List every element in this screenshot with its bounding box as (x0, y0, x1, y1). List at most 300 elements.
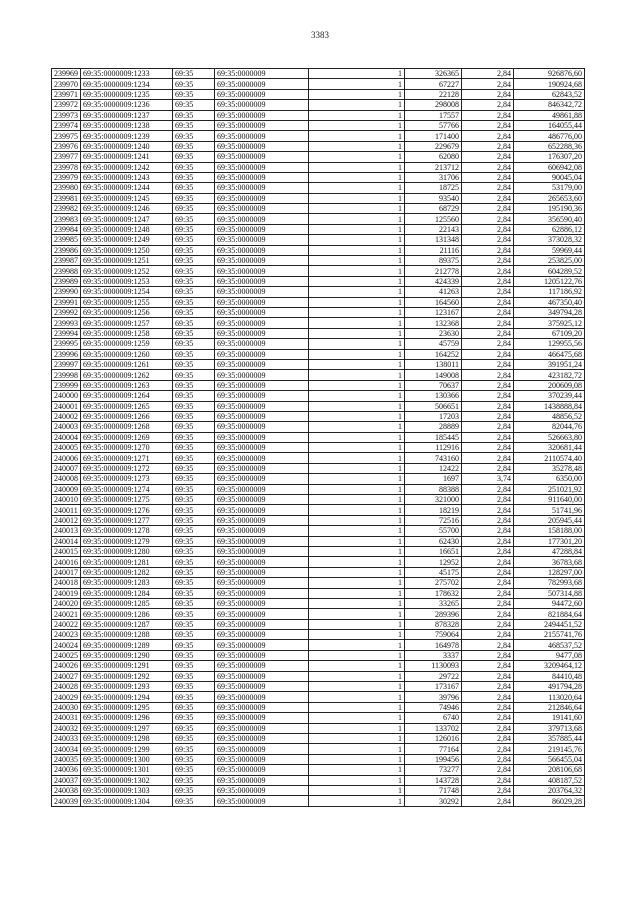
cadastral-quarter-cell: 69:35:0000009 (215, 110, 309, 120)
cadastral-quarter-cell: 69:35:0000009 (215, 796, 309, 806)
district-code-cell: 69:35 (173, 619, 215, 629)
area-cell: 143728 (405, 775, 462, 785)
cadastral-value-cell: 158188,00 (514, 526, 585, 536)
row-number-cell: 239989 (52, 276, 81, 286)
area-cell: 74946 (405, 702, 462, 712)
area-cell: 743160 (405, 453, 462, 463)
rate-cell: 2,84 (462, 422, 514, 432)
district-code-cell: 69:35 (173, 328, 215, 338)
area-cell: 73277 (405, 765, 462, 775)
cadastral-quarter-cell: 69:35:0000009 (215, 245, 309, 255)
table-row (52, 141, 585, 151)
count-cell: 1 (309, 640, 405, 650)
cadastral-value-cell: 349794,28 (514, 307, 585, 317)
row-number-cell: 239993 (52, 318, 81, 328)
rate-cell: 2,84 (462, 141, 514, 151)
table-row (52, 401, 585, 411)
count-cell: 1 (309, 702, 405, 712)
rate-cell: 2,84 (462, 546, 514, 556)
cadastral-quarter-cell: 69:35:0000009 (215, 692, 309, 702)
count-cell: 1 (309, 474, 405, 484)
cadastral-value-cell: 208106,68 (514, 765, 585, 775)
cadastral-number-cell: 69:35:0000009:1300 (81, 754, 173, 764)
cadastral-number-cell: 69:35:0000009:1293 (81, 682, 173, 692)
row-number-cell: 239982 (52, 204, 81, 214)
row-number-cell: 239974 (52, 120, 81, 130)
cadastral-number-cell: 69:35:0000009:1298 (81, 734, 173, 744)
rate-cell: 2,84 (462, 515, 514, 525)
cadastral-value-cell: 113020,64 (514, 692, 585, 702)
row-number-cell: 239995 (52, 339, 81, 349)
table-row (52, 172, 585, 182)
area-cell: 23630 (405, 328, 462, 338)
district-code-cell: 69:35 (173, 546, 215, 556)
district-code-cell: 69:35 (173, 110, 215, 120)
row-number-cell: 239973 (52, 110, 81, 120)
count-cell: 1 (309, 256, 405, 266)
cadastral-quarter-cell: 69:35:0000009 (215, 609, 309, 619)
cadastral-value-cell: 6350,00 (514, 474, 585, 484)
table-row (52, 484, 585, 494)
rate-cell: 2,84 (462, 640, 514, 650)
row-number-cell: 240006 (52, 453, 81, 463)
area-cell: 71748 (405, 785, 462, 795)
cadastral-number-cell: 69:35:0000009:1274 (81, 484, 173, 494)
area-cell: 12422 (405, 463, 462, 473)
cadastral-quarter-cell: 69:35:0000009 (215, 391, 309, 401)
count-cell: 1 (309, 619, 405, 629)
rate-cell: 3,74 (462, 474, 514, 484)
district-code-cell: 69:35 (173, 682, 215, 692)
count-cell: 1 (309, 411, 405, 421)
table-row (52, 453, 585, 463)
cadastral-number-cell: 69:35:0000009:1240 (81, 141, 173, 151)
row-number-cell: 240013 (52, 526, 81, 536)
cadastral-quarter-cell: 69:35:0000009 (215, 411, 309, 421)
row-number-cell: 239976 (52, 141, 81, 151)
count-cell: 1 (309, 141, 405, 151)
row-number-cell: 240031 (52, 713, 81, 723)
count-cell: 1 (309, 359, 405, 369)
cadastral-quarter-cell: 69:35:0000009 (215, 744, 309, 754)
rate-cell: 2,84 (462, 557, 514, 567)
count-cell: 1 (309, 567, 405, 577)
table-row (52, 650, 585, 660)
district-code-cell: 69:35 (173, 713, 215, 723)
district-code-cell: 69:35 (173, 141, 215, 151)
cadastral-quarter-cell: 69:35:0000009 (215, 297, 309, 307)
cadastral-value-cell: 51741,96 (514, 505, 585, 515)
cadastral-number-cell: 69:35:0000009:1239 (81, 131, 173, 141)
row-number-cell: 239975 (52, 131, 81, 141)
count-cell: 1 (309, 204, 405, 214)
cadastral-quarter-cell: 69:35:0000009 (215, 775, 309, 785)
district-code-cell: 69:35 (173, 183, 215, 193)
row-number-cell: 240012 (52, 515, 81, 525)
cadastral-quarter-cell: 69:35:0000009 (215, 318, 309, 328)
area-cell: 878328 (405, 619, 462, 629)
cadastral-value-cell: 62886,12 (514, 224, 585, 234)
rate-cell: 2,84 (462, 110, 514, 120)
cadastral-number-cell: 69:35:0000009:1282 (81, 567, 173, 577)
count-cell: 1 (309, 79, 405, 89)
cadastral-quarter-cell: 69:35:0000009 (215, 359, 309, 369)
table-row (52, 69, 585, 79)
area-cell: 68729 (405, 204, 462, 214)
rate-cell: 2,84 (462, 401, 514, 411)
count-cell: 1 (309, 682, 405, 692)
rate-cell: 2,84 (462, 765, 514, 775)
area-cell: 88388 (405, 484, 462, 494)
cadastral-quarter-cell: 69:35:0000009 (215, 69, 309, 79)
row-number-cell: 239970 (52, 79, 81, 89)
row-number-cell: 240018 (52, 578, 81, 588)
district-code-cell: 69:35 (173, 276, 215, 286)
row-number-cell: 239971 (52, 89, 81, 99)
row-number-cell: 240011 (52, 505, 81, 515)
row-number-cell: 239991 (52, 297, 81, 307)
cadastral-quarter-cell: 69:35:0000009 (215, 162, 309, 172)
table-row (52, 380, 585, 390)
table-row (52, 183, 585, 193)
cadastral-value-cell: 911640,00 (514, 495, 585, 505)
table-row (52, 567, 585, 577)
cadastral-quarter-cell: 69:35:0000009 (215, 484, 309, 494)
rate-cell: 2,84 (462, 453, 514, 463)
table-row (52, 775, 585, 785)
row-number-cell: 239988 (52, 266, 81, 276)
rate-cell: 2,84 (462, 100, 514, 110)
count-cell: 1 (309, 110, 405, 120)
table-row (52, 443, 585, 453)
rate-cell: 2,84 (462, 505, 514, 515)
count-cell: 1 (309, 401, 405, 411)
row-number-cell: 239985 (52, 235, 81, 245)
cadastral-value-cell: 782993,68 (514, 578, 585, 588)
rate-cell: 2,84 (462, 598, 514, 608)
district-code-cell: 69:35 (173, 401, 215, 411)
count-cell: 1 (309, 183, 405, 193)
rate-cell: 2,84 (462, 578, 514, 588)
table-row (52, 235, 585, 245)
cadastral-number-cell: 69:35:0000009:1254 (81, 287, 173, 297)
cadastral-value-cell: 606942,08 (514, 162, 585, 172)
rate-cell: 2,84 (462, 650, 514, 660)
count-cell: 1 (309, 796, 405, 806)
cadastral-value-cell: 2110574,40 (514, 453, 585, 463)
cadastral-value-cell: 408187,52 (514, 775, 585, 785)
row-number-cell: 240019 (52, 588, 81, 598)
area-cell: 123167 (405, 307, 462, 317)
table-row (52, 713, 585, 723)
cadastral-quarter-cell: 69:35:0000009 (215, 713, 309, 723)
row-number-cell: 239981 (52, 193, 81, 203)
rate-cell: 2,84 (462, 754, 514, 764)
area-cell: 12952 (405, 557, 462, 567)
row-number-cell: 240033 (52, 734, 81, 744)
cadastral-number-cell: 69:35:0000009:1288 (81, 630, 173, 640)
cadastral-number-cell: 69:35:0000009:1270 (81, 443, 173, 453)
area-cell: 213712 (405, 162, 462, 172)
rate-cell: 2,84 (462, 131, 514, 141)
cadastral-quarter-cell: 69:35:0000009 (215, 120, 309, 130)
district-code-cell: 69:35 (173, 69, 215, 79)
table-row (52, 162, 585, 172)
rate-cell: 2,84 (462, 619, 514, 629)
rate-cell: 2,84 (462, 713, 514, 723)
area-cell: 77164 (405, 744, 462, 754)
cadastral-quarter-cell: 69:35:0000009 (215, 256, 309, 266)
cadastral-number-cell: 69:35:0000009:1234 (81, 79, 173, 89)
cadastral-number-cell: 69:35:0000009:1292 (81, 671, 173, 681)
area-cell: 18219 (405, 505, 462, 515)
table-row (52, 110, 585, 120)
district-code-cell: 69:35 (173, 318, 215, 328)
count-cell: 1 (309, 734, 405, 744)
row-number-cell: 239986 (52, 245, 81, 255)
area-cell: 93540 (405, 193, 462, 203)
area-cell: 3337 (405, 650, 462, 660)
district-code-cell: 69:35 (173, 557, 215, 567)
row-number-cell: 240036 (52, 765, 81, 775)
row-number-cell: 240022 (52, 619, 81, 629)
cadastral-value-cell: 49861,88 (514, 110, 585, 120)
count-cell: 1 (309, 526, 405, 536)
district-code-cell: 69:35 (173, 640, 215, 650)
count-cell: 1 (309, 193, 405, 203)
cadastral-quarter-cell: 69:35:0000009 (215, 307, 309, 317)
area-cell: 289396 (405, 609, 462, 619)
count-cell: 1 (309, 588, 405, 598)
cadastral-value-cell: 90045,04 (514, 172, 585, 182)
row-number-cell: 239978 (52, 162, 81, 172)
cadastral-quarter-cell: 69:35:0000009 (215, 661, 309, 671)
table-row (52, 287, 585, 297)
table-row (52, 100, 585, 110)
count-cell: 1 (309, 609, 405, 619)
area-cell: 326365 (405, 69, 462, 79)
rate-cell: 2,84 (462, 567, 514, 577)
cadastral-number-cell: 69:35:0000009:1291 (81, 661, 173, 671)
rate-cell: 2,84 (462, 287, 514, 297)
row-number-cell: 240020 (52, 598, 81, 608)
table-row (52, 526, 585, 536)
area-cell: 39796 (405, 692, 462, 702)
cadastral-number-cell: 69:35:0000009:1258 (81, 328, 173, 338)
cadastral-quarter-cell: 69:35:0000009 (215, 505, 309, 515)
row-number-cell: 240007 (52, 463, 81, 473)
cadastral-value-cell: 375925,12 (514, 318, 585, 328)
district-code-cell: 69:35 (173, 432, 215, 442)
cadastral-quarter-cell: 69:35:0000009 (215, 682, 309, 692)
table-row (52, 349, 585, 359)
cadastral-value-cell: 203764,32 (514, 785, 585, 795)
table-row (52, 152, 585, 162)
table-row (52, 391, 585, 401)
row-number-cell: 240021 (52, 609, 81, 619)
row-number-cell: 240001 (52, 401, 81, 411)
area-cell: 1697 (405, 474, 462, 484)
row-number-cell: 240023 (52, 630, 81, 640)
cadastral-quarter-cell: 69:35:0000009 (215, 495, 309, 505)
district-code-cell: 69:35 (173, 266, 215, 276)
cadastral-quarter-cell: 69:35:0000009 (215, 287, 309, 297)
cadastral-quarter-cell: 69:35:0000009 (215, 266, 309, 276)
area-cell: 57766 (405, 120, 462, 130)
district-code-cell: 69:35 (173, 100, 215, 110)
cadastral-quarter-cell: 69:35:0000009 (215, 183, 309, 193)
cadastral-number-cell: 69:35:0000009:1243 (81, 172, 173, 182)
district-code-cell: 69:35 (173, 661, 215, 671)
count-cell: 1 (309, 765, 405, 775)
table-row (52, 734, 585, 744)
table-row (52, 432, 585, 442)
district-code-cell: 69:35 (173, 796, 215, 806)
cadastral-number-cell: 69:35:0000009:1242 (81, 162, 173, 172)
rate-cell: 2,84 (462, 79, 514, 89)
district-code-cell: 69:35 (173, 609, 215, 619)
cadastral-value-cell: 391951,24 (514, 359, 585, 369)
cadastral-quarter-cell: 69:35:0000009 (215, 79, 309, 89)
district-code-cell: 69:35 (173, 162, 215, 172)
cadastral-number-cell: 69:35:0000009:1255 (81, 297, 173, 307)
cadastral-number-cell: 69:35:0000009:1283 (81, 578, 173, 588)
rate-cell: 2,84 (462, 214, 514, 224)
area-cell: 29722 (405, 671, 462, 681)
rate-cell: 2,84 (462, 224, 514, 234)
cadastral-value-cell: 177301,20 (514, 536, 585, 546)
rate-cell: 2,84 (462, 318, 514, 328)
district-code-cell: 69:35 (173, 785, 215, 795)
count-cell: 1 (309, 536, 405, 546)
rate-cell: 2,84 (462, 661, 514, 671)
cadastral-quarter-cell: 69:35:0000009 (215, 172, 309, 182)
cadastral-quarter-cell: 69:35:0000009 (215, 650, 309, 660)
cadastral-number-cell: 69:35:0000009:1251 (81, 256, 173, 266)
cadastral-number-cell: 69:35:0000009:1277 (81, 515, 173, 525)
district-code-cell: 69:35 (173, 287, 215, 297)
rate-cell: 2,84 (462, 380, 514, 390)
row-number-cell: 239994 (52, 328, 81, 338)
cadastral-number-cell: 69:35:0000009:1263 (81, 380, 173, 390)
cadastral-number-cell: 69:35:0000009:1248 (81, 224, 173, 234)
row-number-cell: 239987 (52, 256, 81, 266)
cadastral-number-cell: 69:35:0000009:1281 (81, 557, 173, 567)
count-cell: 1 (309, 744, 405, 754)
count-cell: 1 (309, 432, 405, 442)
row-number-cell: 239977 (52, 152, 81, 162)
count-cell: 1 (309, 235, 405, 245)
cadastral-value-cell: 379713,68 (514, 723, 585, 733)
count-cell: 1 (309, 69, 405, 79)
rate-cell: 2,84 (462, 775, 514, 785)
count-cell: 1 (309, 463, 405, 473)
cadastral-value-cell: 253825,00 (514, 256, 585, 266)
cadastral-number-cell: 69:35:0000009:1296 (81, 713, 173, 723)
district-code-cell: 69:35 (173, 505, 215, 515)
row-number-cell: 240000 (52, 391, 81, 401)
area-cell: 45759 (405, 339, 462, 349)
rate-cell: 2,84 (462, 276, 514, 286)
rate-cell: 2,84 (462, 432, 514, 442)
count-cell: 1 (309, 713, 405, 723)
cadastral-number-cell: 69:35:0000009:1280 (81, 546, 173, 556)
table-row (52, 754, 585, 764)
row-number-cell: 240008 (52, 474, 81, 484)
row-number-cell: 240029 (52, 692, 81, 702)
cadastral-quarter-cell: 69:35:0000009 (215, 432, 309, 442)
cadastral-value-cell: 491794,28 (514, 682, 585, 692)
cadastral-value-cell: 356590,40 (514, 214, 585, 224)
row-number-cell: 239999 (52, 380, 81, 390)
area-cell: 298008 (405, 100, 462, 110)
cadastral-number-cell: 69:35:0000009:1284 (81, 588, 173, 598)
cadastral-value-cell: 566455,04 (514, 754, 585, 764)
district-code-cell: 69:35 (173, 630, 215, 640)
rate-cell: 2,84 (462, 536, 514, 546)
cadastral-number-cell: 69:35:0000009:1268 (81, 422, 173, 432)
table-row (52, 89, 585, 99)
cadastral-quarter-cell: 69:35:0000009 (215, 276, 309, 286)
area-cell: 6740 (405, 713, 462, 723)
cadastral-value-cell: 195190,36 (514, 204, 585, 214)
cadastral-value-cell: 19141,60 (514, 713, 585, 723)
cadastral-value-cell: 604289,52 (514, 266, 585, 276)
count-cell: 1 (309, 339, 405, 349)
rate-cell: 2,84 (462, 89, 514, 99)
cadastral-value-cell: 128297,00 (514, 567, 585, 577)
cadastral-quarter-cell: 69:35:0000009 (215, 702, 309, 712)
table-row (52, 359, 585, 369)
count-cell: 1 (309, 276, 405, 286)
area-cell: 275702 (405, 578, 462, 588)
area-cell: 17203 (405, 411, 462, 421)
cadastral-quarter-cell: 69:35:0000009 (215, 640, 309, 650)
rate-cell: 2,84 (462, 692, 514, 702)
table-row (52, 785, 585, 795)
count-cell: 1 (309, 380, 405, 390)
cadastral-value-cell: 846342,72 (514, 100, 585, 110)
table-row (52, 245, 585, 255)
cadastral-value-cell: 67109,20 (514, 328, 585, 338)
table-row (52, 79, 585, 89)
cadastral-quarter-cell: 69:35:0000009 (215, 89, 309, 99)
row-number-cell: 240025 (52, 650, 81, 660)
area-cell: 17557 (405, 110, 462, 120)
district-code-cell: 69:35 (173, 765, 215, 775)
count-cell: 1 (309, 224, 405, 234)
cadastral-number-cell: 69:35:0000009:1271 (81, 453, 173, 463)
count-cell: 1 (309, 785, 405, 795)
rate-cell: 2,84 (462, 152, 514, 162)
cadastral-quarter-cell: 69:35:0000009 (215, 100, 309, 110)
table-row (52, 256, 585, 266)
count-cell: 1 (309, 443, 405, 453)
table-row (52, 796, 585, 806)
cadastral-value-cell: 320681,44 (514, 443, 585, 453)
cadastral-value-cell: 219145,76 (514, 744, 585, 754)
cadastral-value-cell: 117186,92 (514, 287, 585, 297)
count-cell: 1 (309, 162, 405, 172)
cadastral-number-cell: 69:35:0000009:1264 (81, 391, 173, 401)
cadastral-number-cell: 69:35:0000009:1252 (81, 266, 173, 276)
count-cell: 1 (309, 89, 405, 99)
area-cell: 16651 (405, 546, 462, 556)
rate-cell: 2,84 (462, 349, 514, 359)
district-code-cell: 69:35 (173, 692, 215, 702)
cadastral-value-cell: 526663,80 (514, 432, 585, 442)
count-cell: 1 (309, 598, 405, 608)
